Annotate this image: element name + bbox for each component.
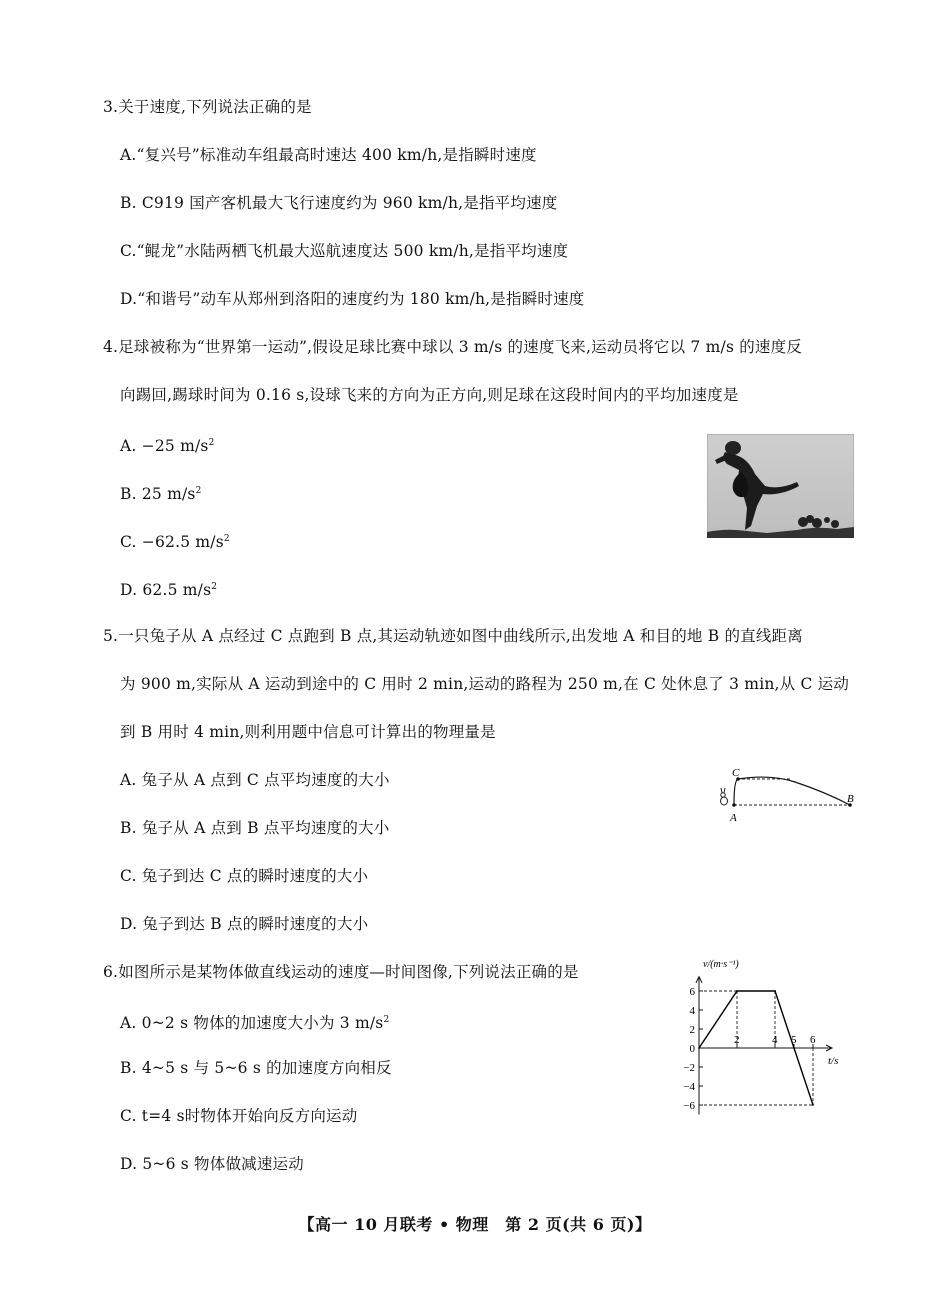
q5-stem-line3: 到 B 用时 4 min,则利用题中信息可计算出的物理量是 — [120, 723, 496, 741]
velocity-time-graph — [672, 955, 872, 1120]
data-point — [812, 1104, 814, 1106]
q3-option-d: D.“和谐号”动车从郑州到洛阳的速度约为 180 km/h,是指瞬时速度 — [120, 290, 585, 308]
q4-stem-line2: 向踢回,踢球时间为 0.16 s,设球飞来的方向为正方向,则足球在这段时间内的平均加速度是 — [120, 386, 739, 404]
q4-option-c: C. −62.5 $m/s^2$ — [120, 533, 230, 551]
q5-option-b: B. 兔子从 A 点到 B 点平均速度的大小 — [120, 819, 390, 837]
x-tick-label: 2 — [734, 1034, 740, 1046]
label-c: C — [732, 767, 740, 779]
q4-option-d: D. 62.5 $m/s^2$ — [120, 581, 218, 599]
rabbit-icon — [721, 788, 728, 805]
q3-option-a: A.“复兴号”标准动车组最高时速达 400 km/h,是指瞬时速度 — [120, 146, 537, 164]
q5-option-a: A. 兔子从 A 点到 C 点平均速度的大小 — [120, 771, 390, 789]
q3-stem: 3.关于速度,下列说法正确的是 — [103, 98, 312, 116]
y-tick-label: −4 — [683, 1081, 695, 1093]
x-tick-label: 6 — [810, 1034, 816, 1046]
y-tick-label: 4 — [689, 1005, 695, 1017]
page-footer: 【高一 10 月联考 • 物理 第 2 页(共 6 页)】 — [298, 1215, 652, 1234]
x-tick-label: 4 — [772, 1034, 778, 1046]
label-b: B — [847, 793, 854, 805]
y-tick-label: 0 — [689, 1043, 695, 1055]
data-point — [736, 990, 738, 992]
q3-option-b: B. C919 国产客机最大飞行速度约为 960 km/h,是指平均速度 — [120, 194, 558, 212]
q5-stem-line2: 为 900 m,实际从 A 运动到途中的 C 用时 2 min,运动的路程为 250 m,在 C 处休息了 3 min,从 C 运动 — [120, 675, 850, 693]
y-axis-label: v/(m·s⁻¹) — [703, 959, 739, 970]
q5-stem-line1: 5.一只兔子从 A 点经过 C 点跑到 B 点,其运动轨迹如图中曲线所示,出发地 A 和目的地 B 的直线距离 — [103, 627, 803, 645]
data-point — [774, 990, 776, 992]
q5-option-d: D. 兔子到达 B 点的瞬时速度的大小 — [120, 915, 369, 933]
velocity-time-chart — [672, 955, 872, 1120]
y-tick-label: −2 — [683, 1062, 695, 1074]
q6-stem: 6.如图所示是某物体做直线运动的速度—时间图像,下列说法正确的是 — [103, 963, 579, 981]
q5-option-c: C. 兔子到达 C 点的瞬时速度的大小 — [120, 867, 369, 885]
data-point — [793, 1047, 795, 1049]
q6-option-a: A. 0~2 s 物体的加速度大小为 3 $m/s^2$ — [120, 1014, 390, 1032]
x-tick-label: 5 — [791, 1034, 797, 1046]
rabbit-trajectory-figure — [710, 764, 860, 826]
x-axis-label: t/s — [828, 1055, 839, 1067]
q6-option-b: B. 4~5 s 与 5~6 s 的加速度方向相反 — [120, 1059, 392, 1077]
q4-stem-line1: 4.足球被称为“世界第一运动”,假设足球比赛中球以 3 m/s 的速度飞来,运动员将它以 7 m/s 的速度反 — [103, 338, 803, 356]
soccer-player-photo — [707, 434, 854, 538]
q6-option-c: C. t=4 s时物体开始向反方向运动 — [120, 1107, 358, 1125]
q6-option-d: D. 5~6 s 物体做减速运动 — [120, 1155, 304, 1173]
y-tick-label: 2 — [689, 1024, 695, 1036]
q4-option-b: B. 25 $m/s^2$ — [120, 485, 202, 503]
point-a — [732, 803, 736, 807]
label-a: A — [730, 812, 737, 824]
q3-option-c: C.“鲲龙”水陆两栖飞机最大巡航速度达 500 km/h,是指平均速度 — [120, 242, 569, 260]
q4-option-a: A. −25 $m/s^2$ — [120, 437, 215, 455]
data-point — [698, 1047, 700, 1049]
trajectory-curve — [734, 777, 850, 805]
y-tick-label: 6 — [689, 986, 695, 998]
y-tick-label: −6 — [683, 1100, 695, 1112]
